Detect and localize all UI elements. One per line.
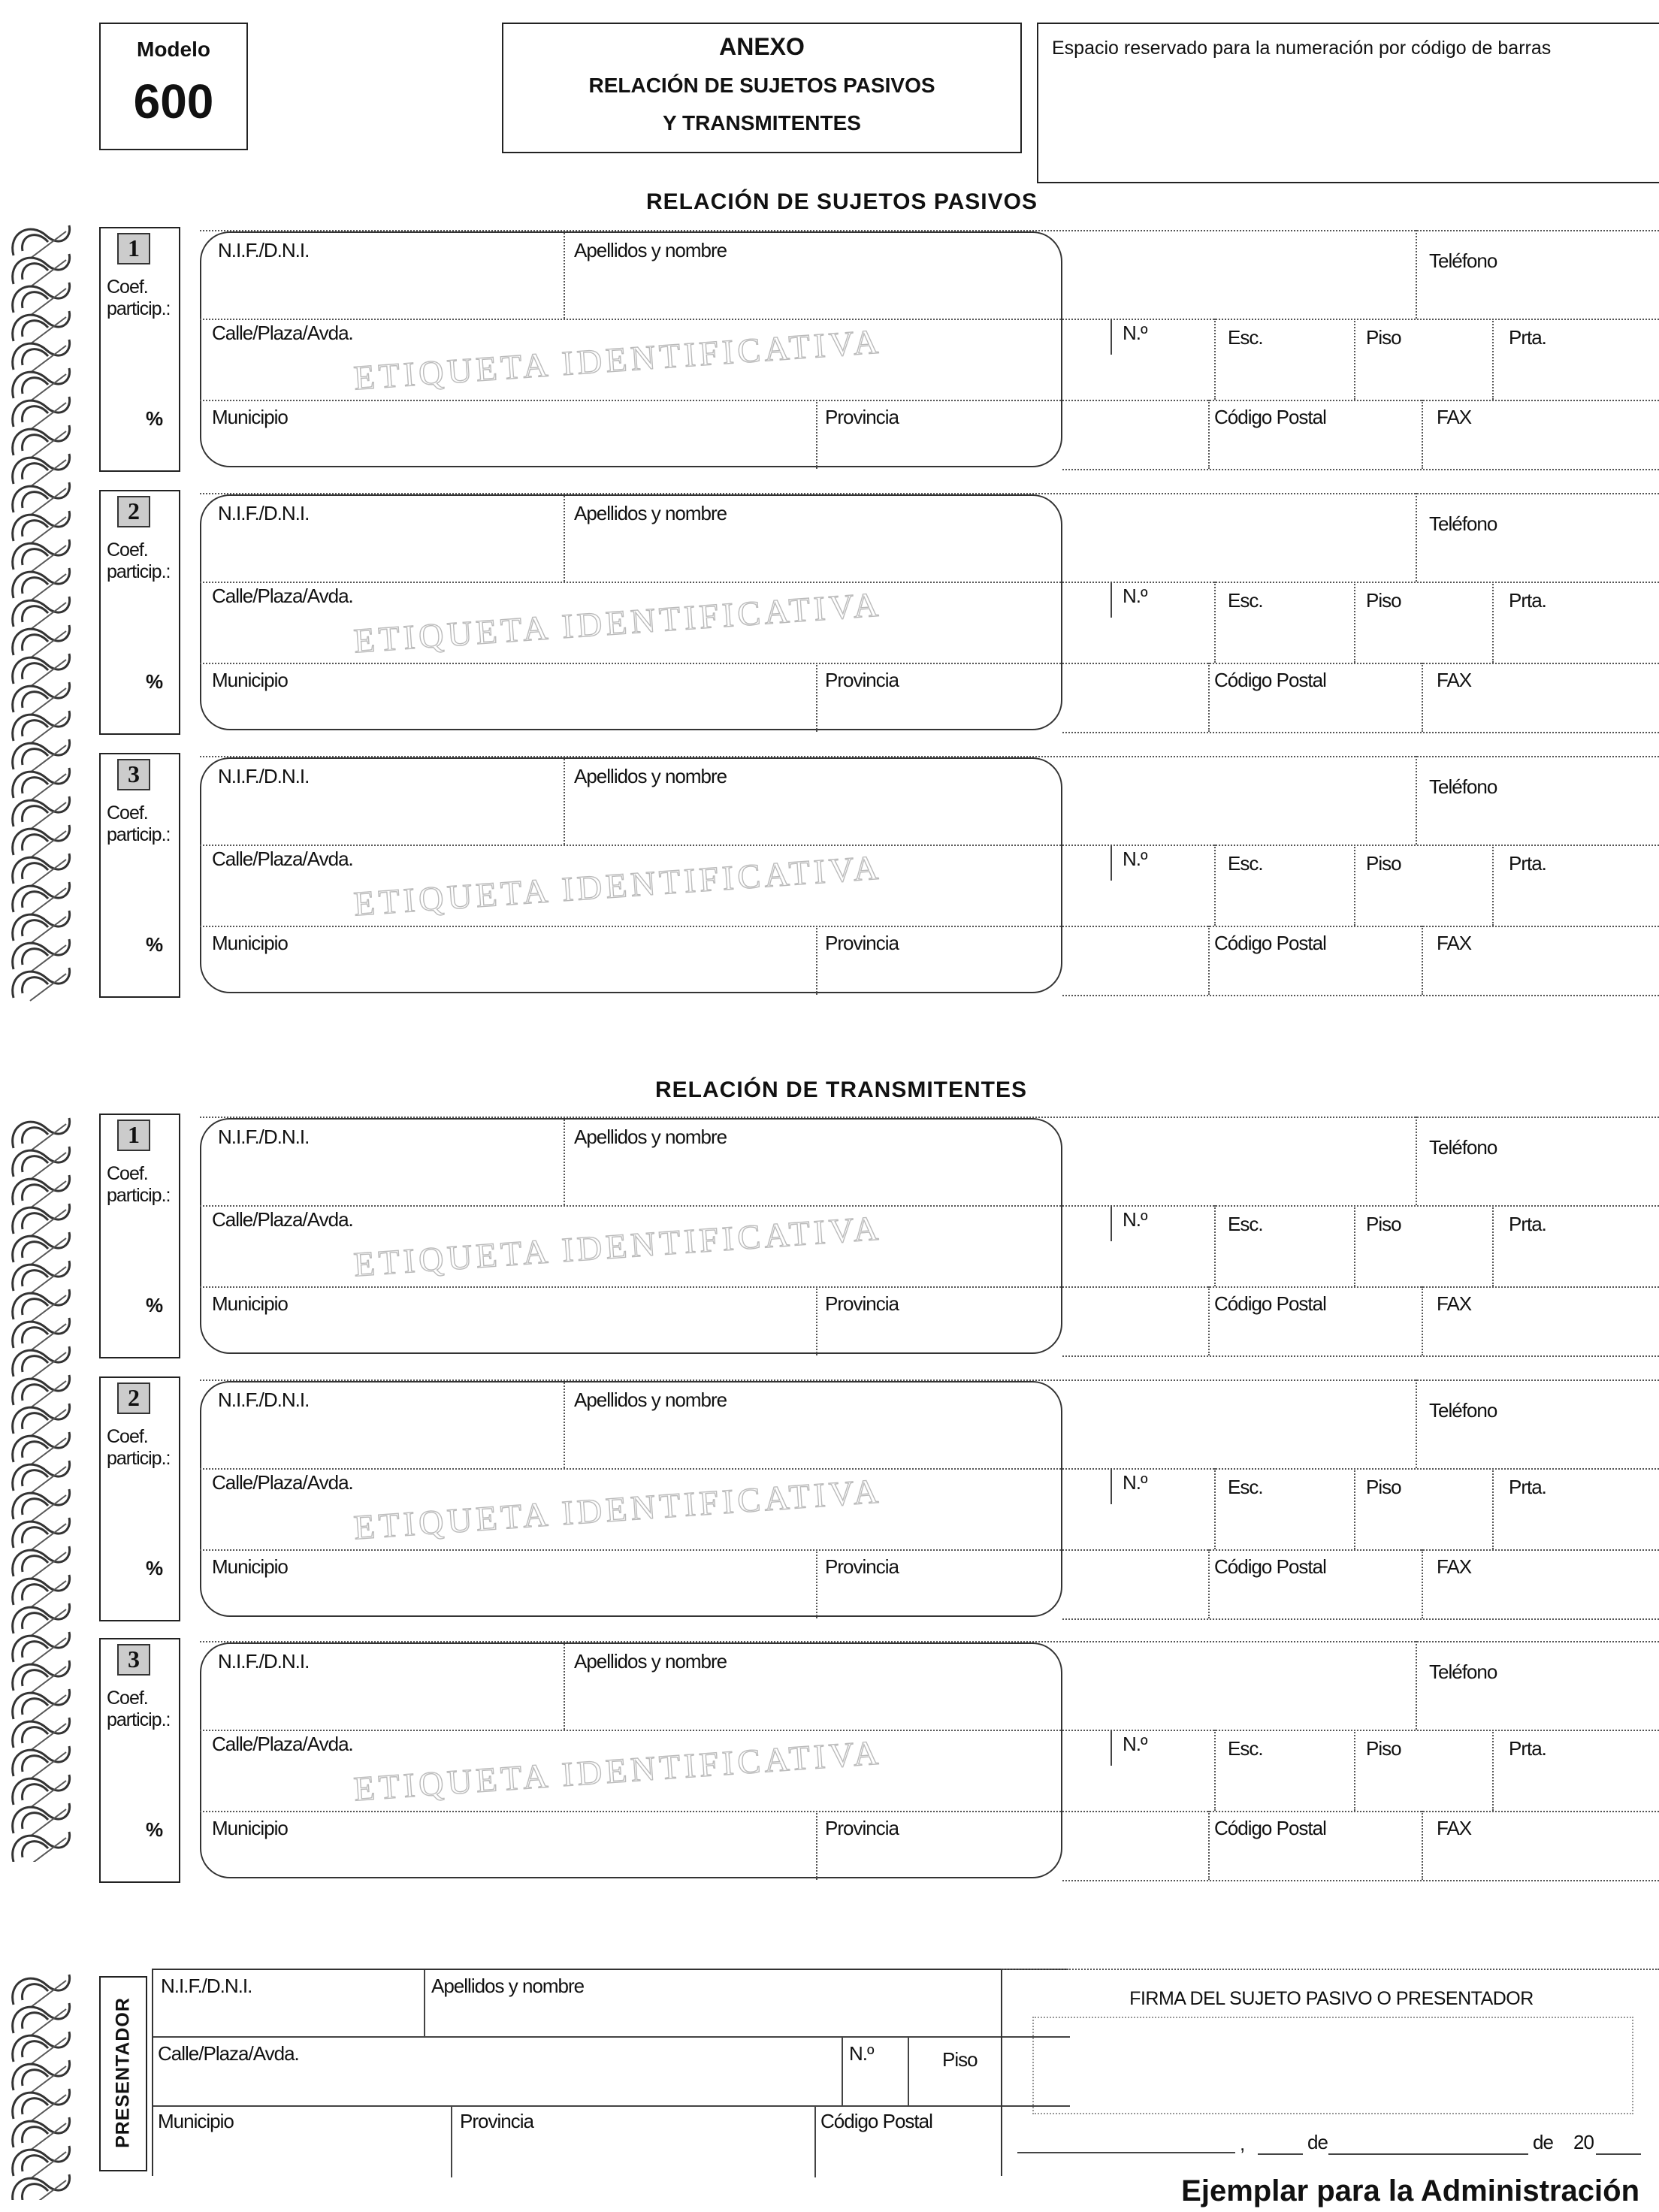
prta-label: Prta. <box>1509 589 1546 612</box>
piso-field[interactable] <box>1357 349 1489 397</box>
esc-label: Esc. <box>1228 852 1263 875</box>
numero-label: N.º <box>1123 848 1147 870</box>
block-left-box <box>99 1638 180 1883</box>
coef-label <box>107 1163 170 1207</box>
percent-sign: % <box>146 933 164 956</box>
presentador-apellidos-field[interactable] <box>425 1993 1068 2035</box>
coef-label-line1: Coef. <box>107 276 148 298</box>
party-block <box>0 753 1659 1002</box>
party-block <box>0 1114 1659 1363</box>
block-number: 3 <box>117 1644 150 1676</box>
piso-label: Piso <box>1366 1476 1401 1498</box>
prta-label: Prta. <box>1509 326 1546 349</box>
firma-signature-area[interactable] <box>1032 2017 1633 2114</box>
coef-label-line1: Coef. <box>107 1426 148 1447</box>
provincia-label: Provincia <box>825 1817 899 1839</box>
presentador-provincia-field[interactable] <box>452 2129 813 2176</box>
prta-field[interactable] <box>1495 875 1657 923</box>
coef-field[interactable] <box>105 589 176 672</box>
municipio-label: Municipio <box>212 1555 288 1578</box>
codigo-postal-label: Código Postal <box>1214 1292 1326 1315</box>
presentador-municipio-field[interactable] <box>153 2129 449 2176</box>
presentador-data-box <box>152 1969 1068 2176</box>
piso-field[interactable] <box>1357 875 1489 923</box>
nif-label: N.I.F./D.N.I. <box>218 1126 310 1148</box>
municipio-label: Municipio <box>212 932 288 954</box>
telefono-label: Teléfono <box>1429 249 1497 272</box>
percent-sign: % <box>146 407 164 430</box>
numero-label: N.º <box>1123 1471 1147 1494</box>
block-number: 1 <box>117 233 150 264</box>
presentador-calle-field[interactable] <box>153 2060 840 2104</box>
codigo-postal-label: Código Postal <box>1214 1817 1326 1839</box>
municipio-field[interactable] <box>209 1839 811 1878</box>
telefono-label: Teléfono <box>1429 1399 1497 1422</box>
block-left-box <box>99 1114 180 1358</box>
esc-label: Esc. <box>1228 1737 1263 1760</box>
fax-label: FAX <box>1437 1555 1472 1578</box>
calle-field[interactable] <box>209 1494 1108 1546</box>
calle-label: Calle/Plaza/Avda. <box>212 1208 353 1231</box>
nif-label: N.I.F./D.N.I. <box>218 1389 310 1411</box>
municipio-field[interactable] <box>209 428 811 467</box>
coef-label-line2: particip.: <box>107 1448 171 1469</box>
percent-sign: % <box>146 1818 164 1841</box>
coef-field[interactable] <box>105 326 176 409</box>
codigo-postal-label: Código Postal <box>1214 1555 1326 1578</box>
coef-field[interactable] <box>105 1213 176 1295</box>
calle-label: Calle/Plaza/Avda. <box>212 848 353 870</box>
provincia-field[interactable] <box>819 1578 1205 1617</box>
coef-field[interactable] <box>105 1737 176 1820</box>
numero-field[interactable] <box>1114 1494 1211 1546</box>
piso-label: Piso <box>1366 326 1401 349</box>
barcode-area <box>1037 23 1659 183</box>
coef-label-line2: particip.: <box>107 1709 171 1730</box>
piso-label: Piso <box>1366 1213 1401 1235</box>
fax-field[interactable] <box>1425 428 1657 467</box>
esc-field[interactable] <box>1217 1760 1351 1808</box>
etiqueta-watermark: ETIQUETA IDENTIFICATIVA <box>352 1208 884 1284</box>
apellidos-field[interactable] <box>568 260 1413 316</box>
coef-label <box>107 276 170 320</box>
fax-field[interactable] <box>1425 1315 1657 1354</box>
date-de-1: de <box>1307 2131 1328 2153</box>
presentador-section <box>99 1969 1659 2176</box>
municipio-label: Municipio <box>212 669 288 691</box>
municipio-label: Municipio <box>212 1292 288 1315</box>
presentador-side-box <box>99 1976 147 2171</box>
telefono-label: Teléfono <box>1429 512 1497 535</box>
piso-field[interactable] <box>1357 1235 1489 1283</box>
municipio-field[interactable] <box>209 1578 811 1617</box>
block-number: 1 <box>117 1120 150 1151</box>
calle-field[interactable] <box>209 1231 1108 1283</box>
date-de-2: de <box>1533 2131 1553 2153</box>
prta-label: Prta. <box>1509 1213 1546 1235</box>
provincia-label: Provincia <box>825 1555 899 1578</box>
coef-label-line2: particip.: <box>107 1185 171 1206</box>
apellidos-label: Apellidos y nombre <box>574 1389 727 1411</box>
piso-label: Piso <box>1366 1737 1401 1760</box>
coef-label-line2: particip.: <box>107 561 171 582</box>
block-number: 2 <box>117 1382 150 1414</box>
esc-label: Esc. <box>1228 326 1263 349</box>
section-title-transmitentes: RELACIÓN DE TRANSMITENTES <box>655 1077 1028 1102</box>
coef-label <box>107 1426 170 1470</box>
telefono-label: Teléfono <box>1429 775 1497 798</box>
telefono-field[interactable] <box>1420 275 1657 316</box>
codigo-postal-label: Código Postal <box>1214 932 1326 954</box>
apellidos-field[interactable] <box>568 523 1413 579</box>
date-year-field[interactable] <box>1596 2129 1641 2155</box>
nif-field[interactable] <box>212 1671 558 1727</box>
provincia-field[interactable] <box>819 1315 1205 1354</box>
esc-label: Esc. <box>1228 1213 1263 1235</box>
numero-field[interactable] <box>1114 344 1211 397</box>
provincia-field[interactable] <box>819 1839 1205 1878</box>
telefono-label: Teléfono <box>1429 1136 1497 1159</box>
fax-field[interactable] <box>1425 1839 1657 1878</box>
coef-label <box>107 539 170 583</box>
coef-label <box>107 802 170 846</box>
party-block <box>0 490 1659 739</box>
coef-label-line1: Coef. <box>107 1688 148 1709</box>
presentador-nif-field[interactable] <box>153 1993 422 2035</box>
etiqueta-watermark: ETIQUETA IDENTIFICATIVA <box>352 1471 884 1547</box>
esc-label: Esc. <box>1228 1476 1263 1498</box>
presentador-provincia-label: Provincia <box>460 2110 533 2132</box>
nif-field[interactable] <box>212 786 558 842</box>
esc-field[interactable] <box>1217 349 1351 397</box>
provincia-label: Provincia <box>825 1292 899 1315</box>
date-comma: , <box>1240 2132 1245 2155</box>
provincia-label: Provincia <box>825 406 899 428</box>
prta-label: Prta. <box>1509 1476 1546 1498</box>
esc-label: Esc. <box>1228 589 1263 612</box>
apellidos-field[interactable] <box>568 1671 1413 1727</box>
nif-field[interactable] <box>212 260 558 316</box>
barcode-label: Espacio reservado para la numeración por código de barras <box>1052 38 1552 59</box>
presentador-numero-label: N.º <box>849 2042 874 2065</box>
binding-spiral-bottom <box>0 1967 83 2200</box>
modelo-number: 600 <box>133 74 214 128</box>
block-left-box <box>99 753 180 998</box>
calle-label: Calle/Plaza/Avda. <box>212 1471 353 1494</box>
presentador-apellidos-label: Apellidos y nombre <box>431 1975 585 1997</box>
fax-label: FAX <box>1437 1817 1472 1839</box>
piso-field[interactable] <box>1357 612 1489 660</box>
coef-field[interactable] <box>105 852 176 935</box>
anexo-subtitle-1: RELACIÓN DE SUJETOS PASIVOS <box>588 74 935 97</box>
presentador-calle-label: Calle/Plaza/Avda. <box>158 2042 299 2065</box>
calle-field[interactable] <box>209 344 1108 397</box>
prta-field[interactable] <box>1495 612 1657 660</box>
coef-label-line2: particip.: <box>107 824 171 845</box>
firma-title: FIRMA DEL SUJETO PASIVO O PRESENTADOR <box>1129 1988 1534 2009</box>
percent-sign: % <box>146 1557 164 1579</box>
telefono-field[interactable] <box>1420 1425 1657 1465</box>
calle-field[interactable] <box>209 607 1108 660</box>
piso-field[interactable] <box>1357 1760 1489 1808</box>
nif-label: N.I.F./D.N.I. <box>218 502 310 524</box>
apellidos-field[interactable] <box>568 786 1413 842</box>
codigo-postal-label: Código Postal <box>1214 669 1326 691</box>
nif-field[interactable] <box>212 1147 558 1202</box>
fax-field[interactable] <box>1425 691 1657 730</box>
numero-field[interactable] <box>1114 870 1211 923</box>
calle-field[interactable] <box>209 870 1108 923</box>
calle-label: Calle/Plaza/Avda. <box>212 322 353 344</box>
apellidos-label: Apellidos y nombre <box>574 765 727 787</box>
esc-field[interactable] <box>1217 875 1351 923</box>
provincia-field[interactable] <box>819 691 1205 730</box>
etiqueta-watermark: ETIQUETA IDENTIFICATIVA <box>352 585 884 660</box>
codigo-postal-field[interactable] <box>1211 428 1419 467</box>
date-month-field[interactable] <box>1328 2129 1528 2155</box>
apellidos-field[interactable] <box>568 1410 1413 1465</box>
fax-label: FAX <box>1437 669 1472 691</box>
provincia-field[interactable] <box>819 428 1205 467</box>
codigo-postal-field[interactable] <box>1211 1578 1419 1617</box>
apellidos-label: Apellidos y nombre <box>574 239 727 261</box>
codigo-postal-field[interactable] <box>1211 1839 1419 1878</box>
party-block <box>0 227 1659 476</box>
codigo-postal-field[interactable] <box>1211 954 1419 993</box>
coef-label <box>107 1688 170 1731</box>
percent-sign: % <box>146 1294 164 1316</box>
esc-field[interactable] <box>1217 1498 1351 1546</box>
piso-field[interactable] <box>1357 1498 1489 1546</box>
presentador-piso-label: Piso <box>942 2048 978 2071</box>
presentador-cp-label: Código Postal <box>820 2110 932 2132</box>
apellidos-label: Apellidos y nombre <box>574 1126 727 1148</box>
numero-label: N.º <box>1123 585 1147 607</box>
piso-label: Piso <box>1366 589 1401 612</box>
apellidos-field[interactable] <box>568 1147 1413 1202</box>
modelo-label: Modelo <box>137 38 210 61</box>
prta-field[interactable] <box>1495 349 1657 397</box>
date-day-field[interactable] <box>1258 2129 1303 2155</box>
calle-label: Calle/Plaza/Avda. <box>212 585 353 607</box>
nif-label: N.I.F./D.N.I. <box>218 765 310 787</box>
percent-sign: % <box>146 670 164 693</box>
municipio-label: Municipio <box>212 1817 288 1839</box>
numero-field[interactable] <box>1114 1231 1211 1283</box>
modelo-box <box>99 23 248 150</box>
nif-label: N.I.F./D.N.I. <box>218 239 310 261</box>
coef-field[interactable] <box>105 1476 176 1558</box>
piso-label: Piso <box>1366 852 1401 875</box>
calle-field[interactable] <box>209 1755 1108 1808</box>
numero-label: N.º <box>1123 1733 1147 1755</box>
nif-label: N.I.F./D.N.I. <box>218 1650 310 1673</box>
telefono-field[interactable] <box>1420 801 1657 842</box>
binding-spiral-top <box>0 218 83 1007</box>
provincia-field[interactable] <box>819 954 1205 993</box>
etiqueta-watermark: ETIQUETA IDENTIFICATIVA <box>352 1733 884 1809</box>
esc-field[interactable] <box>1217 1235 1351 1283</box>
block-left-box <box>99 1376 180 1621</box>
firma-date-line <box>1017 2129 1648 2159</box>
block-left-box <box>99 490 180 735</box>
anexo-box <box>502 23 1022 153</box>
fax-label: FAX <box>1437 1292 1472 1315</box>
etiqueta-watermark: ETIQUETA IDENTIFICATIVA <box>352 322 884 397</box>
firma-box <box>1001 1969 1659 2176</box>
apellidos-label: Apellidos y nombre <box>574 1650 727 1673</box>
prta-field[interactable] <box>1495 1235 1657 1283</box>
provincia-label: Provincia <box>825 669 899 691</box>
presentador-municipio-label: Municipio <box>158 2110 234 2132</box>
block-left-box <box>99 227 180 472</box>
nif-field[interactable] <box>212 1410 558 1465</box>
section-title-sujetos: RELACIÓN DE SUJETOS PASIVOS <box>646 189 1038 214</box>
nif-field[interactable] <box>212 523 558 579</box>
fax-label: FAX <box>1437 406 1472 428</box>
provincia-label: Provincia <box>825 932 899 954</box>
etiqueta-watermark: ETIQUETA IDENTIFICATIVA <box>352 848 884 923</box>
anexo-title: ANEXO <box>719 33 805 60</box>
prta-label: Prta. <box>1509 1737 1546 1760</box>
fax-label: FAX <box>1437 932 1472 954</box>
presentador-nif-label: N.I.F./D.N.I. <box>161 1975 252 1997</box>
prta-label: Prta. <box>1509 852 1546 875</box>
calle-label: Calle/Plaza/Avda. <box>212 1733 353 1755</box>
municipio-field[interactable] <box>209 954 811 993</box>
coef-label-line1: Coef. <box>107 1163 148 1184</box>
numero-field[interactable] <box>1114 1755 1211 1808</box>
coef-label-line2: particip.: <box>107 298 171 319</box>
municipio-field[interactable] <box>209 691 811 730</box>
codigo-postal-field[interactable] <box>1211 1315 1419 1354</box>
esc-field[interactable] <box>1217 612 1351 660</box>
numero-field[interactable] <box>1114 607 1211 660</box>
presentador-side-label: PRESENTADOR <box>112 1997 134 2148</box>
numero-label: N.º <box>1123 322 1147 344</box>
block-number: 2 <box>117 496 150 527</box>
numero-label: N.º <box>1123 1208 1147 1231</box>
footer-copy-label: Ejemplar para la Administración <box>1181 2174 1639 2207</box>
coef-label-line1: Coef. <box>107 539 148 561</box>
apellidos-label: Apellidos y nombre <box>574 502 727 524</box>
telefono-field[interactable] <box>1420 1686 1657 1727</box>
municipio-field[interactable] <box>209 1315 811 1354</box>
telefono-field[interactable] <box>1420 538 1657 579</box>
party-block <box>0 1638 1659 1887</box>
telefono-label: Teléfono <box>1429 1661 1497 1683</box>
party-block <box>0 1376 1659 1626</box>
presentador-numero-field[interactable] <box>843 2060 906 2104</box>
block-number: 3 <box>117 759 150 790</box>
fax-field[interactable] <box>1425 954 1657 993</box>
prta-field[interactable] <box>1495 1498 1657 1546</box>
telefono-field[interactable] <box>1420 1162 1657 1202</box>
anexo-subtitle-2: Y TRANSMITENTES <box>663 111 861 134</box>
coef-label-line1: Coef. <box>107 802 148 823</box>
codigo-postal-label: Código Postal <box>1214 406 1326 428</box>
fax-field[interactable] <box>1425 1578 1657 1617</box>
date-year-prefix: 20 <box>1573 2131 1594 2153</box>
codigo-postal-field[interactable] <box>1211 691 1419 730</box>
municipio-label: Municipio <box>212 406 288 428</box>
binding-spiral-middle <box>0 1111 83 1862</box>
prta-field[interactable] <box>1495 1760 1657 1808</box>
